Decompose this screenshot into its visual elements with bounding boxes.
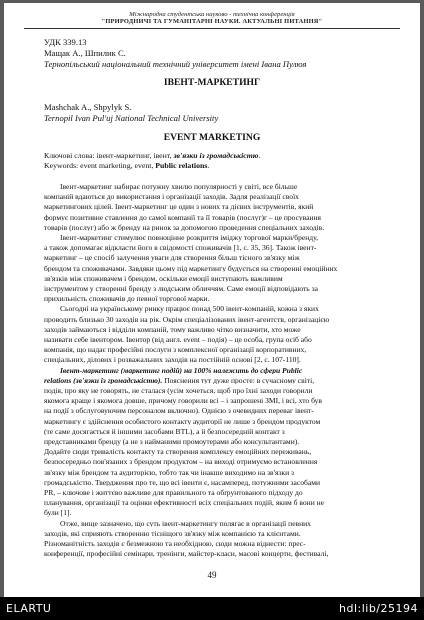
body-line: (те саме досягається й іншими засобами BTL), а й безпосередній контакт з	[44, 427, 285, 436]
authors-en: Mashchak A., Shpylyk S.	[44, 102, 132, 112]
body-line: громадськістю. Твердження про те, що всі івенти є, насамперед, потужними засобами	[44, 478, 321, 487]
keywords-ua-end: .	[258, 151, 261, 160]
body-line: маркетингу є здійснення особистого контакту аудиторії не лише з брендом продуктом	[44, 417, 321, 426]
body-line: планування, організації та оцінки ефективності всіх спеціальних подій, яким б вони не	[44, 499, 325, 507]
body-emphasis: relations (зв'язки із громадськістю).	[44, 376, 163, 385]
body-line: спеціальних, ділових і розважальних заходів на постійній основі [2, с. 107-110].	[44, 356, 301, 364]
page-number: 49	[207, 570, 217, 580]
title-ua: ІВЕНТ-МАРКЕТИНГ	[163, 77, 261, 88]
body-line: представниками бренду (а не з найманими промоутерами або консультантами).	[44, 438, 300, 446]
body-line: Отже, вище зазначено, що суть івент-маркетингу полягає в організації певних	[60, 519, 311, 528]
body-line: якомога краще і якомога довше, причому говорили всі – і запрошені ЗМІ, і всі, хто був	[44, 397, 322, 405]
udk-code: УДК 339.13	[44, 37, 87, 47]
footer-repository-name: ELARTU	[6, 602, 52, 615]
body-line: формує позитивне ставлення до самої компанії та її товарів (послуг)г – це просування	[44, 213, 322, 222]
title-en: EVENT MARKETING	[163, 132, 261, 143]
body-line: Івент-маркетинг стимулює повноцінне розкриття іміджу торгової марки/бренду,	[60, 234, 318, 242]
authors-ua: Мащак А., Шпилик С.	[44, 48, 126, 58]
body-line: конференції, професійні семінари, тренінги, майстер-класи, масові концерти, фестивалі,	[44, 550, 329, 558]
affiliation-en: Ternopil Ivan Pul'uj National Technical University	[44, 113, 219, 123]
body-line: безпосередньо пов'язаних з брендом продуктом – на виході отримуємо встановлення	[44, 458, 318, 466]
body-line: товарів (послуг) або ж бренду на ринок за допомогою проведення спеціальних заходів.	[44, 223, 325, 232]
repository-footer	[0, 597, 424, 620]
body-line: зв'язку між брендом та аудиторією, тобто так чи інакше виходимо на зв'язки з	[44, 468, 294, 477]
body-line	[44, 377, 380, 385]
keywords-en	[44, 162, 209, 170]
affiliation-ua: Тернопільський національний технічний університет імені Івана Пулюя	[44, 59, 307, 69]
keywords-en-bold: Public relations	[155, 161, 208, 170]
body-text-span: Пояснення тут дуже просте: в сучасному світі,	[162, 376, 315, 385]
body-line: компаній вдаються до використання і організації заходів. Задля реалізації своїх	[44, 193, 299, 201]
conference-header-line2: "ПРИРОДНИЧІ ТА ГУМАНІТАРНІ НАУКИ. АКТУАЛЬНІ ПИТАННЯ"	[101, 18, 323, 25]
body-line: проводить близько 30 заходів на рік. Окрім спеціалізованих івент-агентств, організацією	[44, 315, 330, 324]
body-line: прихильність споживачів до певної торгової марки.	[44, 295, 210, 303]
body-line: а також допомагає відкласти його в свідомості споживачів [1, с. 35, 36]. Також івент-	[44, 244, 317, 252]
body-line: були [1].	[44, 509, 72, 517]
body-line: компанія, що надає професійні послуги з комплексної організації корпоративних,	[44, 346, 307, 354]
body-line: зв'язків між споживачем і брендом, оскільки емоції виступають важливим	[44, 274, 283, 283]
body-line: інструментом у створенні бренду з людським обличчям. Саме емоції відповідають за	[44, 285, 318, 293]
body-line: називати себе івентором. Івентор (від англ. event – подія) – це особа, група осіб або	[44, 336, 312, 344]
body-line: брендом та споживачами. Завдяки цьому під маркетингу будується на створенні емоційних	[44, 264, 338, 273]
footer-handle: hdl:lib/25194	[338, 602, 418, 615]
body-line: Різноманітність заходів є безмежною та необхідною, сюди можна віднести: прес-	[44, 540, 306, 548]
body-line: заходів займаються і відділи компаній, тому важливо чітко визначити, хто може	[44, 325, 301, 334]
body-line: Івент-маркетинг набирає потужну хвилю популярності у світі, все більше	[60, 183, 298, 191]
body-line: подія, про яку не говорять, не сталася (усім хочеться, щоб про їхні заходи говорили	[44, 387, 313, 395]
body-line: Івент-маркетинг (маркетинг подій) на 100% належить до сфери Public	[60, 366, 303, 375]
document-page	[4, 3, 420, 597]
body-line: заходів, які сприяють створенню тісніщого зв'язку між компанією та клієнтами.	[44, 529, 301, 538]
keywords-ua-text: Ключові слова: івент-маркетинг, івент,	[44, 151, 174, 160]
keywords-en-text: Keywords: event marketing, event,	[44, 161, 156, 170]
keywords-ua-bold: зв'язки із громадськістю	[173, 151, 259, 160]
keywords-ua	[44, 152, 260, 160]
body-line: PR, – ключове і життєво важливе для правильного та обґрунтованого підходу до	[44, 489, 303, 497]
body-line: маркетингових цілей. Івент-маркетинг це один з нових та дієвих інструментів, який	[44, 203, 314, 211]
conference-header-line1: Міжнародна студентська науково - технічна конференція	[129, 11, 295, 18]
header-divider	[24, 28, 400, 29]
body-line: Додайте сюди тривалість контакту та створення комплексу емоційних переживань,	[44, 448, 312, 456]
keywords-en-end: .	[207, 161, 210, 170]
body-line: на події з обслуговуючим персоналом включно). Однією з очевидних переваг івент-	[44, 407, 314, 415]
body-line: Сьогодні на українському ринку працює понад 500 івент-компаній, кожна з яких	[60, 305, 319, 313]
body-line: маркетинг – це спосіб залучення уваги для створення більш тісного зв'язку між	[44, 254, 300, 262]
